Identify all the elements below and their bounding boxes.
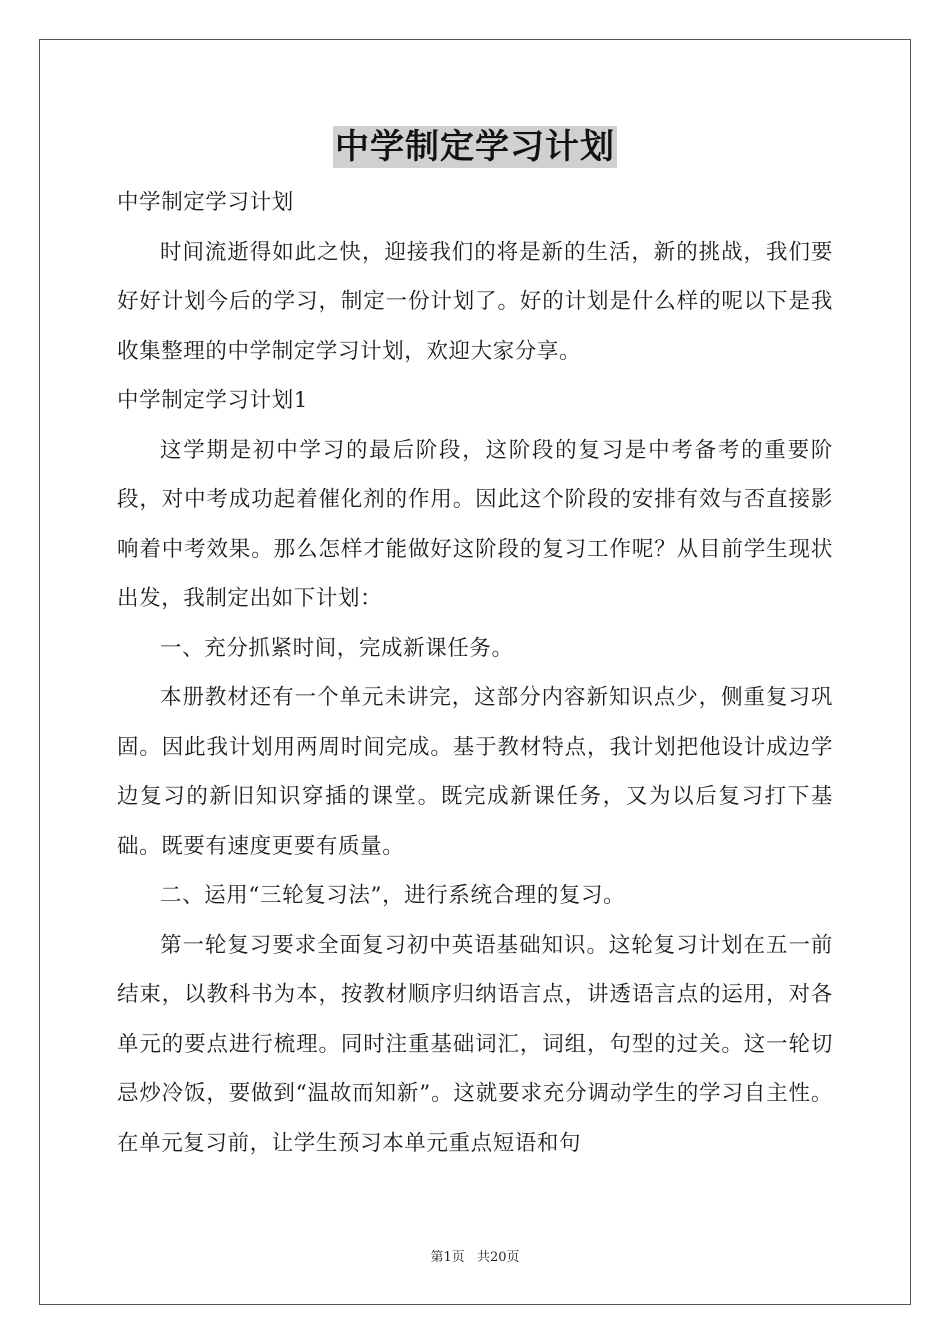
body-paragraph: 这学期是初中学习的最后阶段，这阶段的复习是中考备考的重要阶段，对中考成功起着催化剂的作用。因此这个阶段的安排有效与否直接影响着中考效果。那么怎样才能做好这阶段的复习工作呢？从目前学生现状出发，我制定出如下计划： — [117, 437, 833, 611]
page-total: 共20页 — [476, 1250, 520, 1265]
document-title: 中学制定学习计划 — [335, 127, 615, 167]
body-paragraph: 二、运用“三轮复习法”，进行系统合理的复习。 — [160, 883, 626, 908]
document-body — [117, 178, 833, 1168]
body-paragraph: 第一轮复习要求全面复习初中英语基础知识。这轮复习计划在五一前结束，以教科书为本，按教材顺序归纳语言点，讲透语言点的运用，对各单元的要点进行梳理。同时注重基础词汇，词组，句型的过关。这一轮切忌炒冷饭，要做到“温故而知新”。这就要求充分调动学生的学习自主性。在单元复习前，让学生预习本单元重点短语和句 — [117, 932, 833, 1156]
section-heading: 中学制定学习计划 — [117, 190, 294, 215]
body-paragraph: 本册教材还有一个单元未讲完，这部分内容新知识点少，侧重复习巩固。因此我计划用两周时间完成。基于教材特点，我计划把他设计成边学边复习的新旧知识穿插的课堂。既完成新课任务，又为以后复习打下基础。既要有速度更要有质量。 — [117, 685, 833, 859]
page-footer — [0, 1246, 950, 1265]
section-heading: 中学制定学习计划1 — [117, 388, 309, 413]
page-number: 第1页 — [430, 1250, 465, 1265]
body-paragraph: 一、充分抓紧时间，完成新课任务。 — [160, 635, 514, 661]
body-paragraph: 时间流逝得如此之快，迎接我们的将是新的生活，新的挑战，我们要好好计划今后的学习，制定一份计划了。好的计划是什么样的呢以下是我收集整理的中学制定学习计划，欢迎大家分享。 — [117, 239, 833, 364]
title-area — [0, 126, 950, 168]
